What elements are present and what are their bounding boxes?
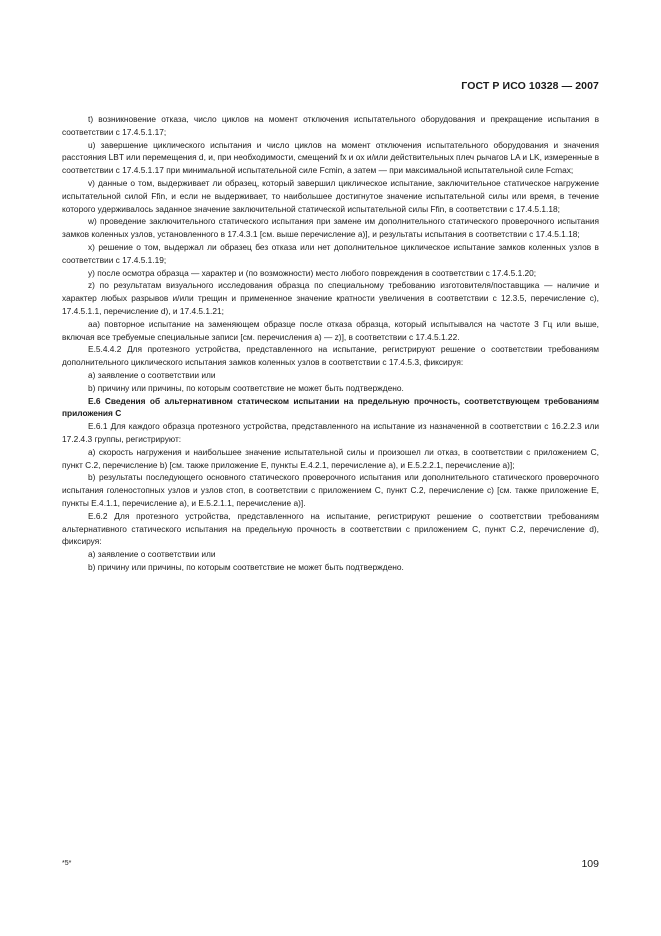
paragraph: u) завершение циклического испытания и число циклов на момент отключения испытательного оборудования и значения расстояния LBT или перемещения d, и, при необходимости, смещений fx и ox и/или действительных плеч рычагов LA и LK, измеренные в соответствии с 17.4.5.1.17 при минимальной испытательной силе Fcmin, а затем — при максимальной испытательной силе Fcmax;: [62, 139, 599, 176]
paragraph: E.6.1 Для каждого образца протезного устройства, представленного на испытание из назначенной в соответствии с 16.2.2.3 или 17.2.4.3 группы, регистрируют:: [62, 421, 599, 444]
paragraph: w) проведение заключительного статического испытания при замене им дополнительного статического проверочного испытания замков коленных узлов, установленного в 17.4.3.1 [см. выше перечисление a)], и результаты испытания в соответствии с 17.4.5.1.18;: [62, 216, 599, 240]
paragraph: b) причину или причины, по которым соответствие не может быть подтверждено.: [88, 382, 404, 393]
footer-mark: *5*: [62, 860, 72, 867]
paragraph: aa) повторное испытание на заменяющем образце после отказа образца, который испытывался на частоте 3 Гц или выше, включая все требуемые специальные записи [см. перечисления a) — z)], в соответствии с 17.4.5.1.22.: [62, 318, 599, 342]
paragraph: b) причину или причины, по которым соответствие не может быть подтверждено.: [88, 561, 404, 572]
paragraph: E.6.2 Для протезного устройства, представленного на испытание, регистрируют решение о соответствии требованиям альтернативного статического испытания на предельную прочность в соответствии с приложением С, пункт С.2, перечисление d), фиксируя:: [62, 510, 599, 547]
paragraph: b) результаты последующего основного статического проверочного испытания или дополнительного статического проверочного испытания голеностопных узлов и узлов стоп, в соответствии с приложением С, пункт С.2, перечисление c) [см. также приложение E, пункты E.4.1.1, перечисление a), и E.5.2.1.1, перечисление a)].: [62, 472, 599, 508]
paragraph: a) заявление о соответствии или: [88, 549, 216, 560]
page-number: 109: [581, 858, 599, 870]
paragraph: a) заявление о соответствии или: [88, 369, 216, 380]
paragraph: v) данные о том, выдерживает ли образец, который завершил циклическое испытание, заключительное статическое нагружение испытательной силой Ffin, и если не выдерживает, то наибольшее достигнутое значение испытательной силы или время, в течение которого удерживалось заданное значение заключительной статической испытательной силы Ffin, в соответствии с 17.4.5.1.18;: [62, 177, 599, 214]
paragraph: x) решение о том, выдержал ли образец без отказа или нет дополнительное циклическое испытание замков коленных узлов в соответствии с 17.4.5.1.19;: [62, 241, 599, 265]
paragraph: y) после осмотра образца — характер и (по возможности) место любого повреждения в соответствии с 17.4.5.1.20;: [88, 267, 537, 278]
paragraph: t) возникновение отказа, число циклов на момент отключения испытательного оборудования и прекращение испытания в соответствии с 17.4.5.1.17;: [62, 114, 599, 137]
section-heading: E.6 Сведения об альтернативном статическом испытании на предельную прочность, соответствующем требованиям приложения С: [62, 395, 599, 419]
document-header: ГОСТ Р ИСО 10328 — 2007: [461, 80, 599, 92]
paragraph: a) скорость нагружения и наибольшее значение испытательной силы и произошел ли отказ, в соответствии с приложением С, пункт С.2, перечисление b) [см. также приложение E, пункты E.4.2.1, перечисление a), и E.5.2.2.1, перечисление a)];: [62, 446, 599, 470]
paragraph: z) по результатам визуального исследования образца по специальному требованию изготовителя/поставщика — наличие и характер любых разрывов и/или трещин и примененное значение кратности увеличения в соответствии с 12.3.5, перечисление c), 17.4.5.1.1, перечисление d), и 17.4.5.1.21;: [62, 280, 599, 316]
document-body: [62, 113, 599, 574]
paragraph: E.5.4.4.2 Для протезного устройства, представленного на испытание, регистрируют решение о соответствии требованиям дополнительного циклического испытания замков коленных узлов в соответствии с 17.4.5.3, фиксируя:: [62, 344, 599, 368]
